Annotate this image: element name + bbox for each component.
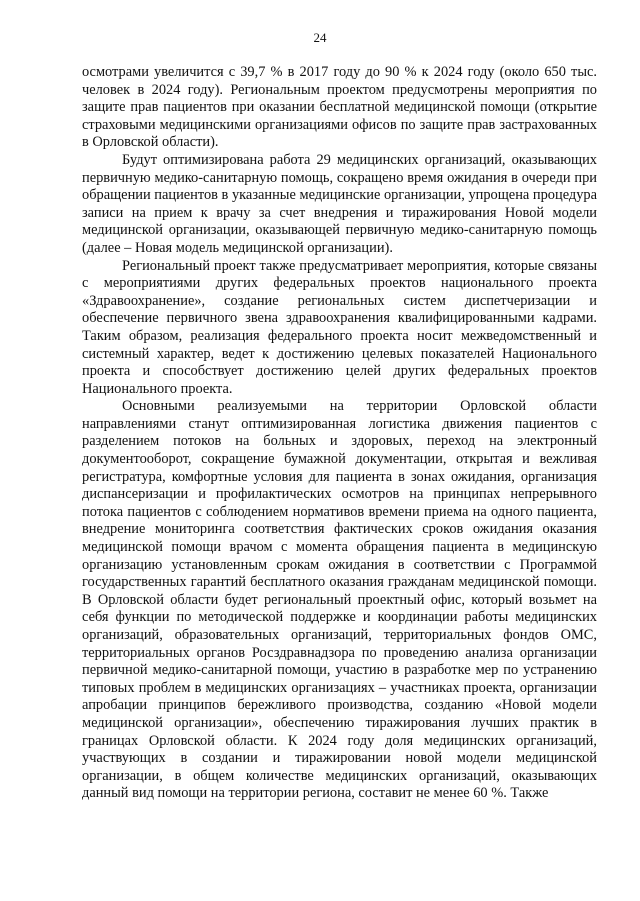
paragraph: Региональный проект также предусматривает мероприятия, которые связаны с мероприятиями других федеральных проектов национального проекта «Здравоохранение», создание региональных систем диспетчеризации и обеспечение первичного звена здравоохранения квалифицированными кадрами. Таким образом, реализация федерального проекта носит межведомственный и системный характер, ведет к достижению целевых показателей Национального проекта и способствует достижению целей других федеральных проектов Национального проекта. [82, 257, 597, 397]
paragraph: Будут оптимизирована работа 29 медицинских организаций, оказывающих первичную медико-санитарную помощь, сокращено время ожидания в очереди при обращении пациентов в указанные медицинские организации, упрощена процедура записи на прием к врачу за счет внедрения и тиражирования Новой модели медицинской организации, оказывающей первичную медико-санитарную помощь (далее – Новая модель медицинской организации). [82, 151, 597, 256]
paragraph: Основными реализуемыми на территории Орловской области направлениями станут оптимизированная логистика движения пациентов с разделением потоков на больных и здоровых, переход на электронный документооборот, сокращение бумажной документации, открытая и вежливая регистратура, комфортные условия для пациента в зонах ожидания, организация диспансеризации и профилактических осмотров на принципах непрерывного потока пациентов с соблюдением нормативов времени приема на одного пациента, внедрение мониторинга соответствия фактических сроков ожидания оказания медицинской помощи врачом с момента обращения пациента в медицинскую организацию установленным срокам ожидания в соответствии с Программой государственных гарантий бесплатного оказания гражданам медицинской помощи. В Орловской области будет региональный проектный офис, который возьмет на себя функции по методической поддержке и координации работы медицинских организаций, образовательных организаций, территориальных фондов ОМС, территориальных органов Росздравнадзора по проведению анализа организации первичной медико-санитарной помощи, участию в разработке мер по устранению типовых проблем в медицинских организациях – участниках проекта, организации апробации принципов бережливого производства, созданию «Новой модели медицинской организации», обеспечению тиражирования лучших практик в границах Орловской области. К 2024 году доля медицинских организаций, участвующих в создании и тиражировании новой модели медицинской организации, в общем количестве медицинских организаций, оказывающих данный вид помощи на территории региона, составит не менее 60 %. Также [82, 398, 597, 802]
document-body [82, 64, 597, 803]
paragraph: осмотрами увеличится с 39,7 % в 2017 году до 90 % к 2024 году (около 650 тыс. человек в 2024 году). Региональным проектом предусмотрены мероприятия по защите прав пациентов при оказании бесплатной медицинской помощи (открытие страховыми медицинскими организациями офисов по защите прав застрахованных в Орловской области). [82, 64, 597, 151]
page-number: 24 [313, 30, 327, 45]
